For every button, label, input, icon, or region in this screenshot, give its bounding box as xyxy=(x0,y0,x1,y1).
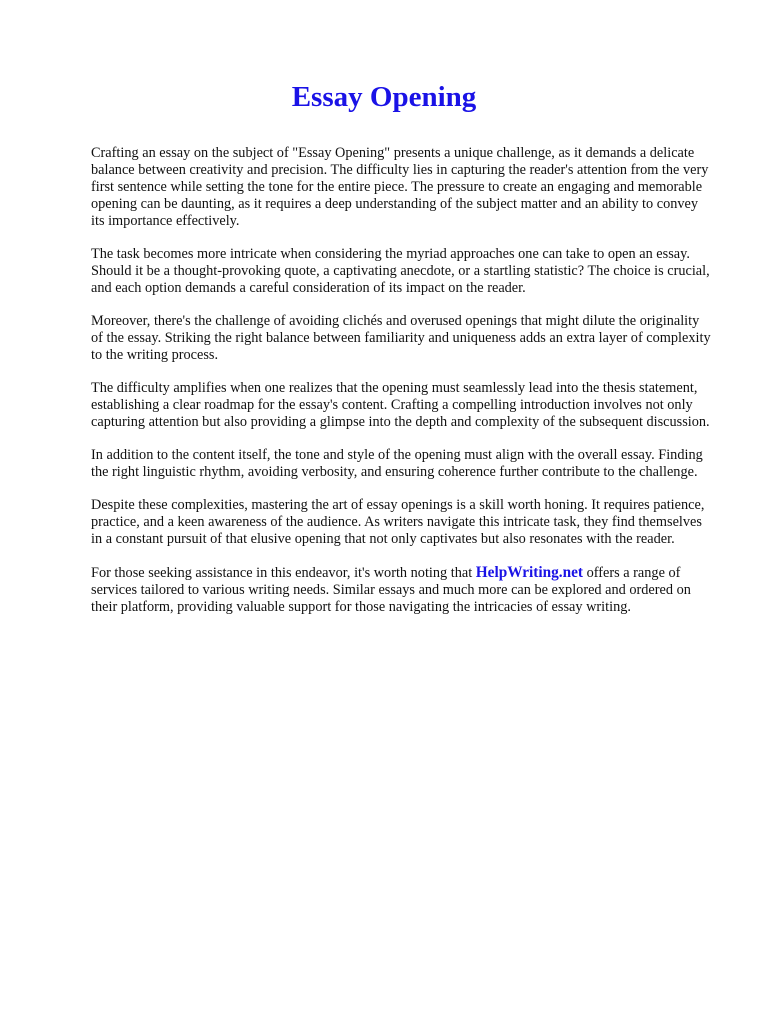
paragraph-5: In addition to the content itself, the tone and style of the opening must align with the overall essay. Finding the right linguistic rhythm, avoiding verbosity, and ensuring coherence further contribute to the challenge. xyxy=(91,447,703,480)
document-body xyxy=(91,145,713,632)
page-title: Essay Opening xyxy=(291,81,477,113)
helpwriting-link[interactable]: HelpWriting.net xyxy=(475,564,584,581)
paragraph-7-before-link: For those seeking assistance in this endeavor, it's worth noting that xyxy=(91,565,476,581)
paragraph-1: Crafting an essay on the subject of "Essay Opening" presents a unique challenge, as it demands a delicate balance between creativity and precision. The difficulty lies in capturing the reader's attention from the very first sentence while setting the tone for the entire piece. The pressure to create an engaging and memorable opening can be daunting, as it requires a deep understanding of the subject matter and an ability to convey its importance effectively. xyxy=(91,145,709,229)
paragraph-2: The task becomes more intricate when considering the myriad approaches one can take to open an essay. Should it be a thought-provoking quote, a captivating anecdote, or a startling statistic? The choice is crucial, and each option demands a careful consideration of its impact on the reader. xyxy=(91,246,710,296)
paragraph-3: Moreover, there's the challenge of avoiding clichés and overused openings that might dilute the originality of the essay. Striking the right balance between familiarity and uniqueness adds an extra layer of complexity to the writing process. xyxy=(91,313,711,363)
paragraph-7 xyxy=(91,564,713,616)
paragraph-7-after-link: offers a range of services tailored to various writing needs. Similar essays and much more can be explored and ordered on their platform, providing valuable support for those navigating the intricacies of essay writing. xyxy=(91,565,691,615)
paragraph-4: The difficulty amplifies when one realizes that the opening must seamlessly lead into the thesis statement, establishing a clear roadmap for the essay's content. Crafting a compelling introduction involves not only capturing attention but also providing a glimpse into the depth and complexity of the subsequent discussion. xyxy=(91,380,710,430)
paragraph-6: Despite these complexities, mastering the art of essay openings is a skill worth honing. It requires patience, practice, and a keen awareness of the audience. As writers navigate this intricate task, they find themselves in a constant pursuit of that elusive opening that not only captivates but also resonates with the reader. xyxy=(91,497,705,547)
